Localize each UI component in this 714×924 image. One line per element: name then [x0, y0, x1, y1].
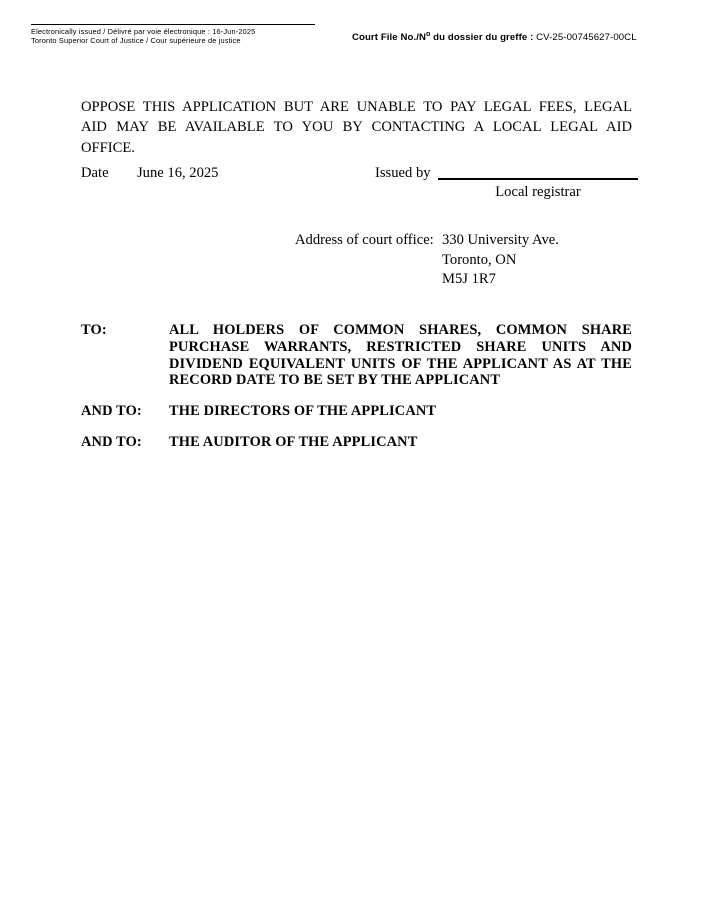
address-label: Address of court office: — [295, 232, 434, 248]
service-list — [81, 322, 632, 451]
signature-line — [438, 178, 638, 180]
court-file-value: CV-25-00745627-00CL — [536, 32, 637, 44]
date-value: June 16, 2025 — [137, 165, 219, 181]
service-text-auditor: THE AUDITOR OF THE APPLICANT — [169, 433, 418, 450]
service-text-directors: THE DIRECTORS OF THE APPLICANT — [169, 403, 437, 420]
address-line-city: Toronto, ON — [442, 251, 517, 268]
court-file-label: Court File No./N — [352, 32, 427, 44]
court-file-label-suffix: du dossier du greffe : — [430, 32, 537, 44]
stamp-line-issued: Electronically issued / Délivré par voie électronique : 16-Jun-2025 — [31, 27, 256, 36]
service-label-to: TO: — [81, 322, 107, 338]
date-and-issuance-row — [81, 164, 641, 214]
service-entry-holders — [81, 322, 632, 389]
issued-by-label: Issued by — [375, 165, 431, 181]
service-entry-directors — [81, 403, 632, 420]
court-file-label-superscript: o — [426, 29, 431, 38]
electronic-issuance-stamp — [31, 24, 315, 46]
service-label-and-to-directors: AND TO: — [81, 403, 142, 420]
stamp-line-court: Toronto Superior Court of Justice / Cour supérieure de justice — [31, 36, 241, 46]
legal-aid-paragraph: OPPOSE THIS APPLICATION BUT ARE UNABLE TO PAY LEGAL FEES, LEGAL AID MAY BE AVAILABLE TO YOU BY CONTACTING A LOCAL LEGAL AID OFFICE. — [81, 98, 632, 156]
court-file-number — [352, 28, 637, 44]
service-entry-auditor — [81, 434, 632, 451]
service-text-holders: ALL HOLDERS OF COMMON SHARES, COMMON SHARE PURCHASE WARRANTS, RESTRICTED SHARE UNITS AND DIVIDEND EQUIVALENT UNITS OF THE APPLICANT AS AT THE RECORD DATE TO BE SET BY THE APPLICANT — [169, 322, 632, 389]
local-registrar-label: Local registrar — [495, 184, 581, 200]
address-line-postal: M5J 1R7 — [442, 271, 496, 287]
address-line-street: 330 University Ave. — [442, 232, 559, 248]
service-label-and-to-auditor: AND TO: — [81, 433, 142, 450]
address-lines — [442, 231, 559, 290]
date-label: Date — [81, 165, 109, 181]
